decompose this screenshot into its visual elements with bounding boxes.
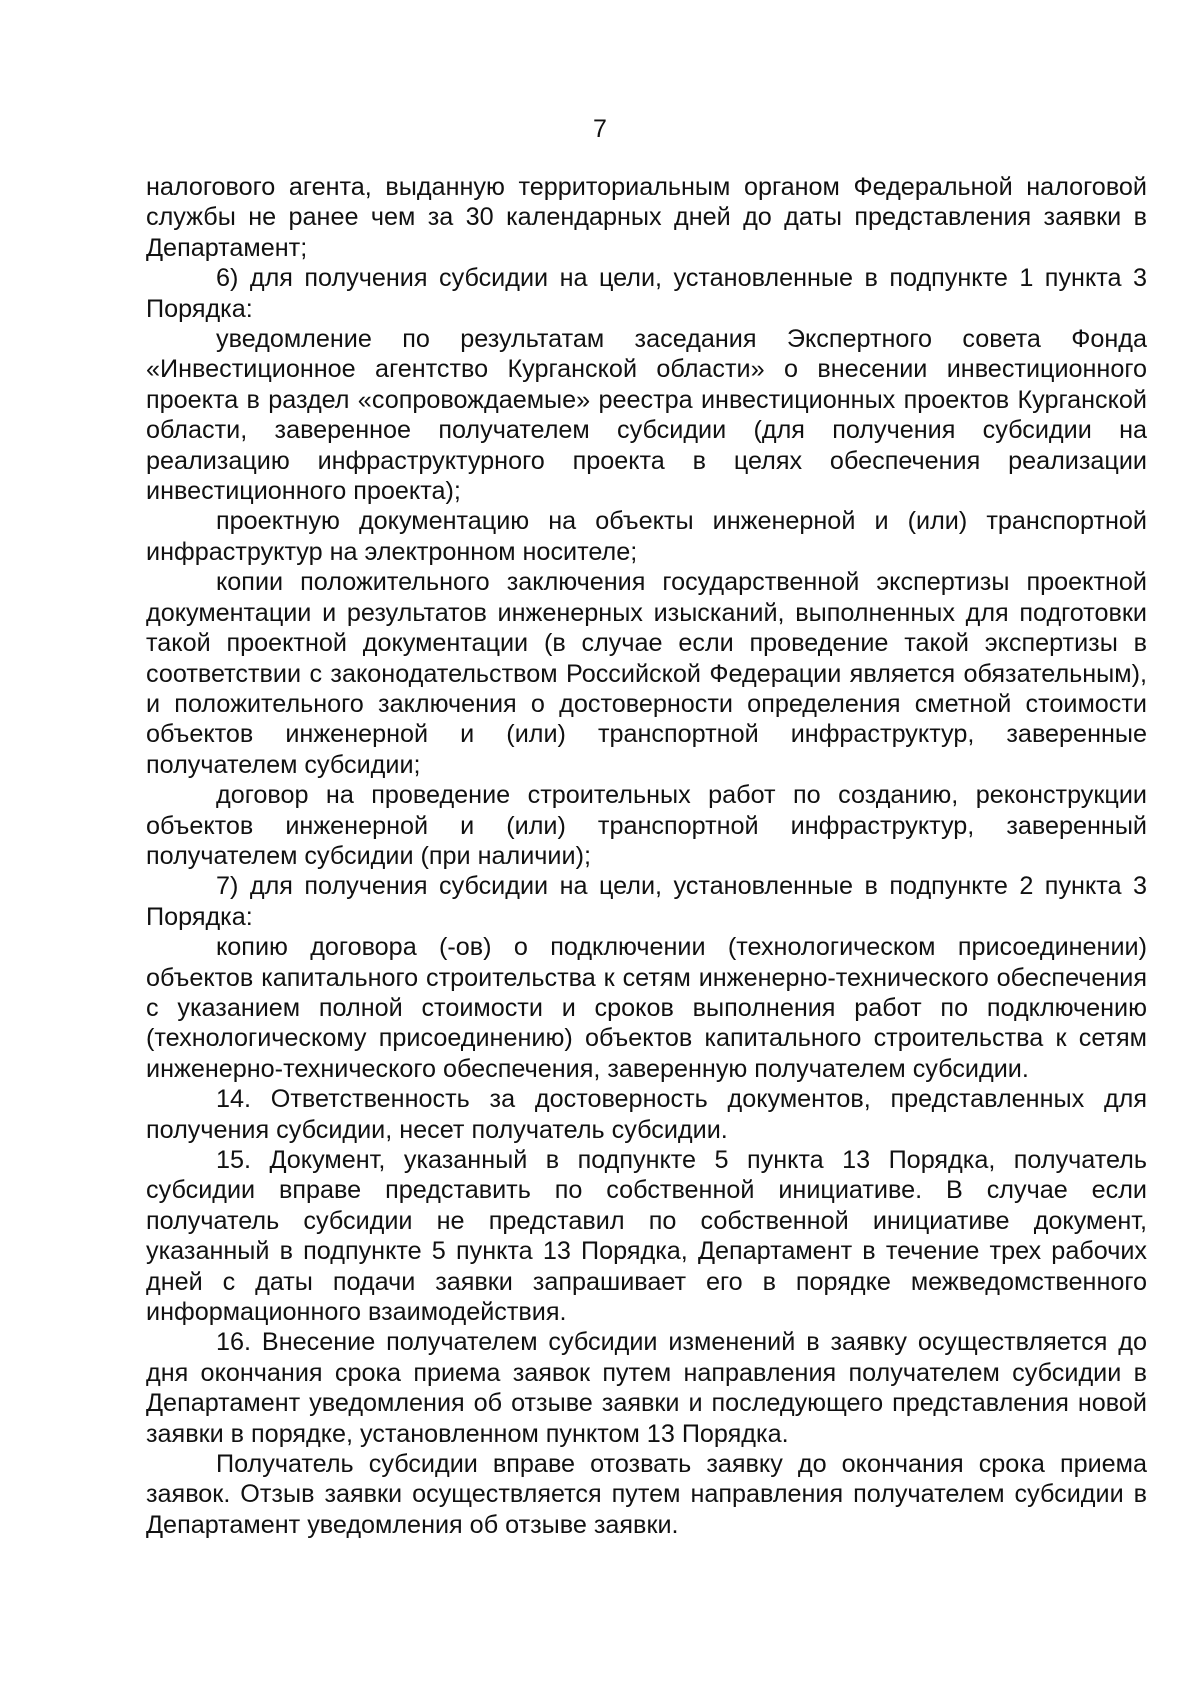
paragraph: 6) для получения субсидии на цели, установленные в подпункте 1 пункта 3 Порядка: — [146, 264, 1147, 323]
paragraph: копии положительного заключения государственной экспертизы проектной документации и результатов инженерных изысканий, выполненных для подготовки такой проектной документации (в случае если проведение такой экспертизы в соответствии с законодательством Российской Федерации является обязательным), и положительного заключения о достоверности определения сметной стоимости объектов инженерной и (или) транспортной инфраструктур, заверенные получателем субсидии; — [146, 568, 1147, 779]
document-body — [146, 172, 1147, 1540]
paragraph: договор на проведение строительных работ по созданию, реконструкции объектов инженерной и (или) транспортной инфраструктур, заверенный получателем субсидии (при наличии); — [146, 781, 1147, 870]
paragraph: 16. Внесение получателем субсидии изменений в заявку осуществляется до дня окончания срока приема заявок путем направления получателем субсидии в Департамент уведомления об отзыве заявки и последующего представления новой заявки в порядке, установленном пунктом 13 Порядка. — [146, 1328, 1147, 1448]
paragraph: проектную документацию на объекты инженерной и (или) транспортной инфраструктур на электронном носителе; — [146, 507, 1147, 566]
paragraph: Получатель субсидии вправе отозвать заявку до окончания срока приема заявок. Отзыв заявки осуществляется путем направления получателем субсидии в Департамент уведомления об отзыве заявки. — [146, 1450, 1147, 1539]
paragraph: налогового агента, выданную территориальным органом Федеральной налоговой службы не ранее чем за 30 календарных дней до даты представления заявки в Департамент; — [146, 173, 1147, 262]
paragraph: 15. Документ, указанный в подпункте 5 пункта 13 Порядка, получатель субсидии вправе представить по собственной инициативе. В случае если получатель субсидии не представил по собственной инициативе документ, указанный в подпункте 5 пункта 13 Порядка, Департамент в течение трех рабочих дней с даты подачи заявки запрашивает его в порядке межведомственного информационного взаимодействия. — [146, 1146, 1147, 1327]
paragraph: копию договора (-ов) о подключении (технологическом присоединении) объектов капитального строительства к сетям инженерно-технического обеспечения с указанием полной стоимости и сроков выполнения работ по подключению (технологическому присоединению) объектов капитального строительства к сетям инженерно-технического обеспечения, заверенную получателем субсидии. — [146, 933, 1147, 1083]
page-number: 7 — [593, 115, 607, 143]
paragraph: 7) для получения субсидии на цели, установленные в подпункте 2 пункта 3 Порядка: — [146, 872, 1147, 931]
paragraph: уведомление по результатам заседания Экспертного совета Фонда «Инвестиционное агентство Курганской области» о внесении инвестиционного проекта в раздел «сопровождаемые» реестра инвестиционных проектов Курганской области, заверенное получателем субсидии (для получения субсидии на реализацию инфраструктурного проекта в целях обеспечения реализации инвестиционного проекта); — [146, 325, 1147, 506]
paragraph: 14. Ответственность за достоверность документов, представленных для получения субсидии, несет получатель субсидии. — [146, 1085, 1147, 1144]
